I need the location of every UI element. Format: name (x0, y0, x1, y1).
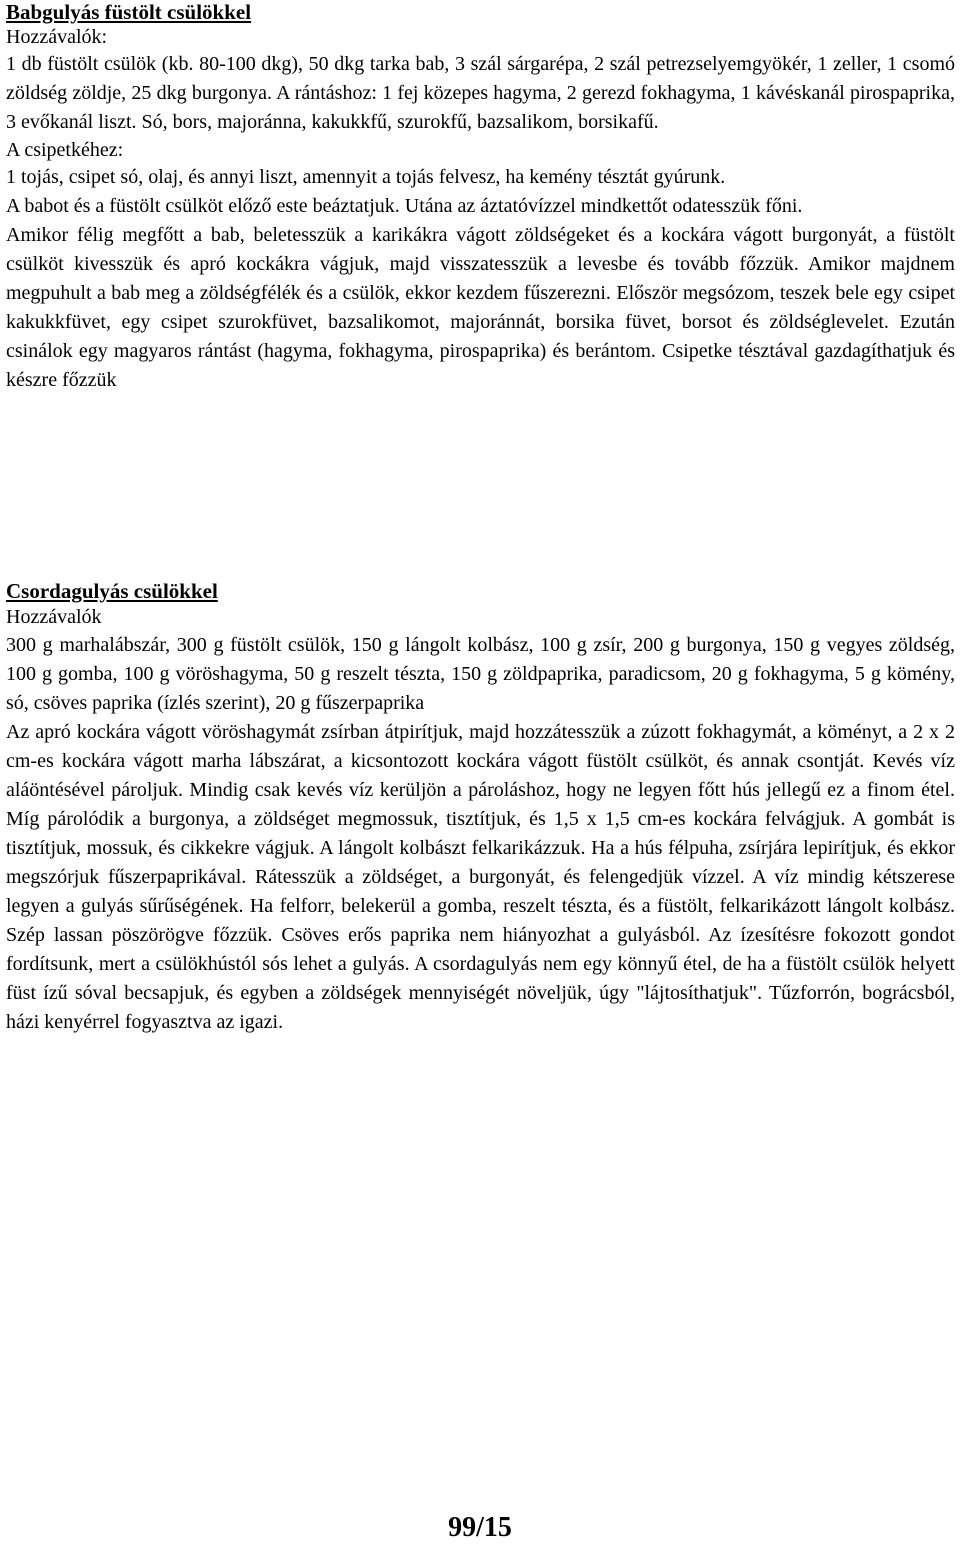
ingredients-text: 300 g marhalábszár, 300 g füstölt csülök, 150 g lángolt kolbász, 100 g zsír, 200 g burgonya, 150 g vegyes zöldség, 100 g gomba, 100 g vöröshagyma, 50 g reszelt tészta, 150 g zöldpaprika, paradicsom, 20 g fokhagyma, 5 g kömény, só, csöves paprika (ízlés szerint), 20 g fűszerpaprika (6, 634, 955, 714)
instruction-paragraph: Az apró kockára vágott vöröshagymát zsírban átpirítjuk, majd hozzátesszük a zúzott fokhagymát, a köményt, a 2 x 2 cm-es kockára vágott marha lábszárat, a kicsontozott kockára vágott füstölt csülköt, és annak csontját. Kevés víz aláöntésével pároljuk. Mindig csak kevés víz kerüljön a pároláshoz, hogy ne legyen főtt hús jellegű ez a finom étel. Míg párolódik a burgonya, a zöldséget megmossuk, tisztítjuk, és 1,5 x 1,5 cm-es kockára felvágjuk. A gombát is tisztítjuk, mossuk, és cikkekre vágjuk. A lángolt kolbászt felkarikázzuk. Ha a hús félpuha, zsírjára lepirítjuk, és ekkor megszórjuk fűszerpaprikával. Rátesszük a zöldséget, a burgonyát, és felengedjük vízzel. A víz mindig kétszerese legyen a gulyás sűrűségének. Ha felforr, belekerül a gomba, reszelt tészta, és a füstölt, felkarikázott lángolt kolbász. Szép lassan pöszörögve főzzük. Csöves erős paprika nem hiányozhat a gulyásból. Az ízesítésre fokozott gondot fordítsunk, mert a csülökhústól sós lehet a gulyás. A csordagulyás nem egy könnyű étel, de ha a füstölt csülök helyett füst ízű sóval becsapjuk, és egyben a zöldségek mennyiségét növeljük, úgy "lájtosíthatjuk". Tűzforrón, bográcsból, házi kenyérrel fogyasztva az igazi. (6, 721, 955, 1033)
instruction-paragraph: A babot és a füstölt csülköt előző este beáztatjuk. Utána az áztatóvízzel mindkettőt odatesszük főni. (6, 195, 803, 217)
instruction-paragraph: Amikor félig megfőtt a bab, beletesszük a karikákra vágott zöldségeket és a kockára vágott burgonyát, a füstölt csülköt kivesszük és apró kockákra vágjuk, majd visszatesszük a levesbe és tovább főzzük. Amikor majdnem megpuhult a bab meg a zöldségfélék és a csülök, ekkor kezdem fűszerezni. Először megsózom, teszek bele egy csipet kakukkfüvet, egy csipet szurokfüvet, bazsalikomot, majoránnát, borsika füvet, borsot és zöldséglevelet. Ezután csinálok egy magyaros rántást (hagyma, fokhagyma, pirospaprika) és berántom. Csipetke tésztával gazdagíthatjuk és készre főzzük (6, 224, 955, 391)
recipe-title: Babgulyás füstölt csülökkel (6, 0, 252, 24)
recipe-csordagulyas (6, 578, 955, 1037)
recipe-title: Csordagulyás csülökkel (6, 579, 218, 603)
ingredients-label: Hozzávalók: (6, 26, 108, 48)
dumpling-text: 1 tojás, csipet só, olaj, és annyi liszt, amennyit a tojás felvesz, ha kemény tésztát gyúrunk. (6, 166, 726, 188)
recipe-babgulyas (6, 0, 955, 395)
dumpling-label: A csipetkéhez: (6, 139, 124, 161)
ingredients-label: Hozzávalók (6, 606, 102, 628)
page-number: 99/15 (448, 1512, 512, 1543)
ingredients-text: 1 db füstölt csülök (kb. 80-100 dkg), 50 dkg tarka bab, 3 szál sárgarépa, 2 szál petrezselyemgyökér, 1 zeller, 1 csomó zöldség zöldje, 25 dkg burgonya. A rántáshoz: 1 fej közepes hagyma, 2 gerezd fokhagyma, 1 kávéskanál pirospaprika, 3 evőkanál liszt. Só, bors, majoránna, kakukkfű, szurokfű, bazsalikom, borsikafű. (6, 53, 955, 133)
